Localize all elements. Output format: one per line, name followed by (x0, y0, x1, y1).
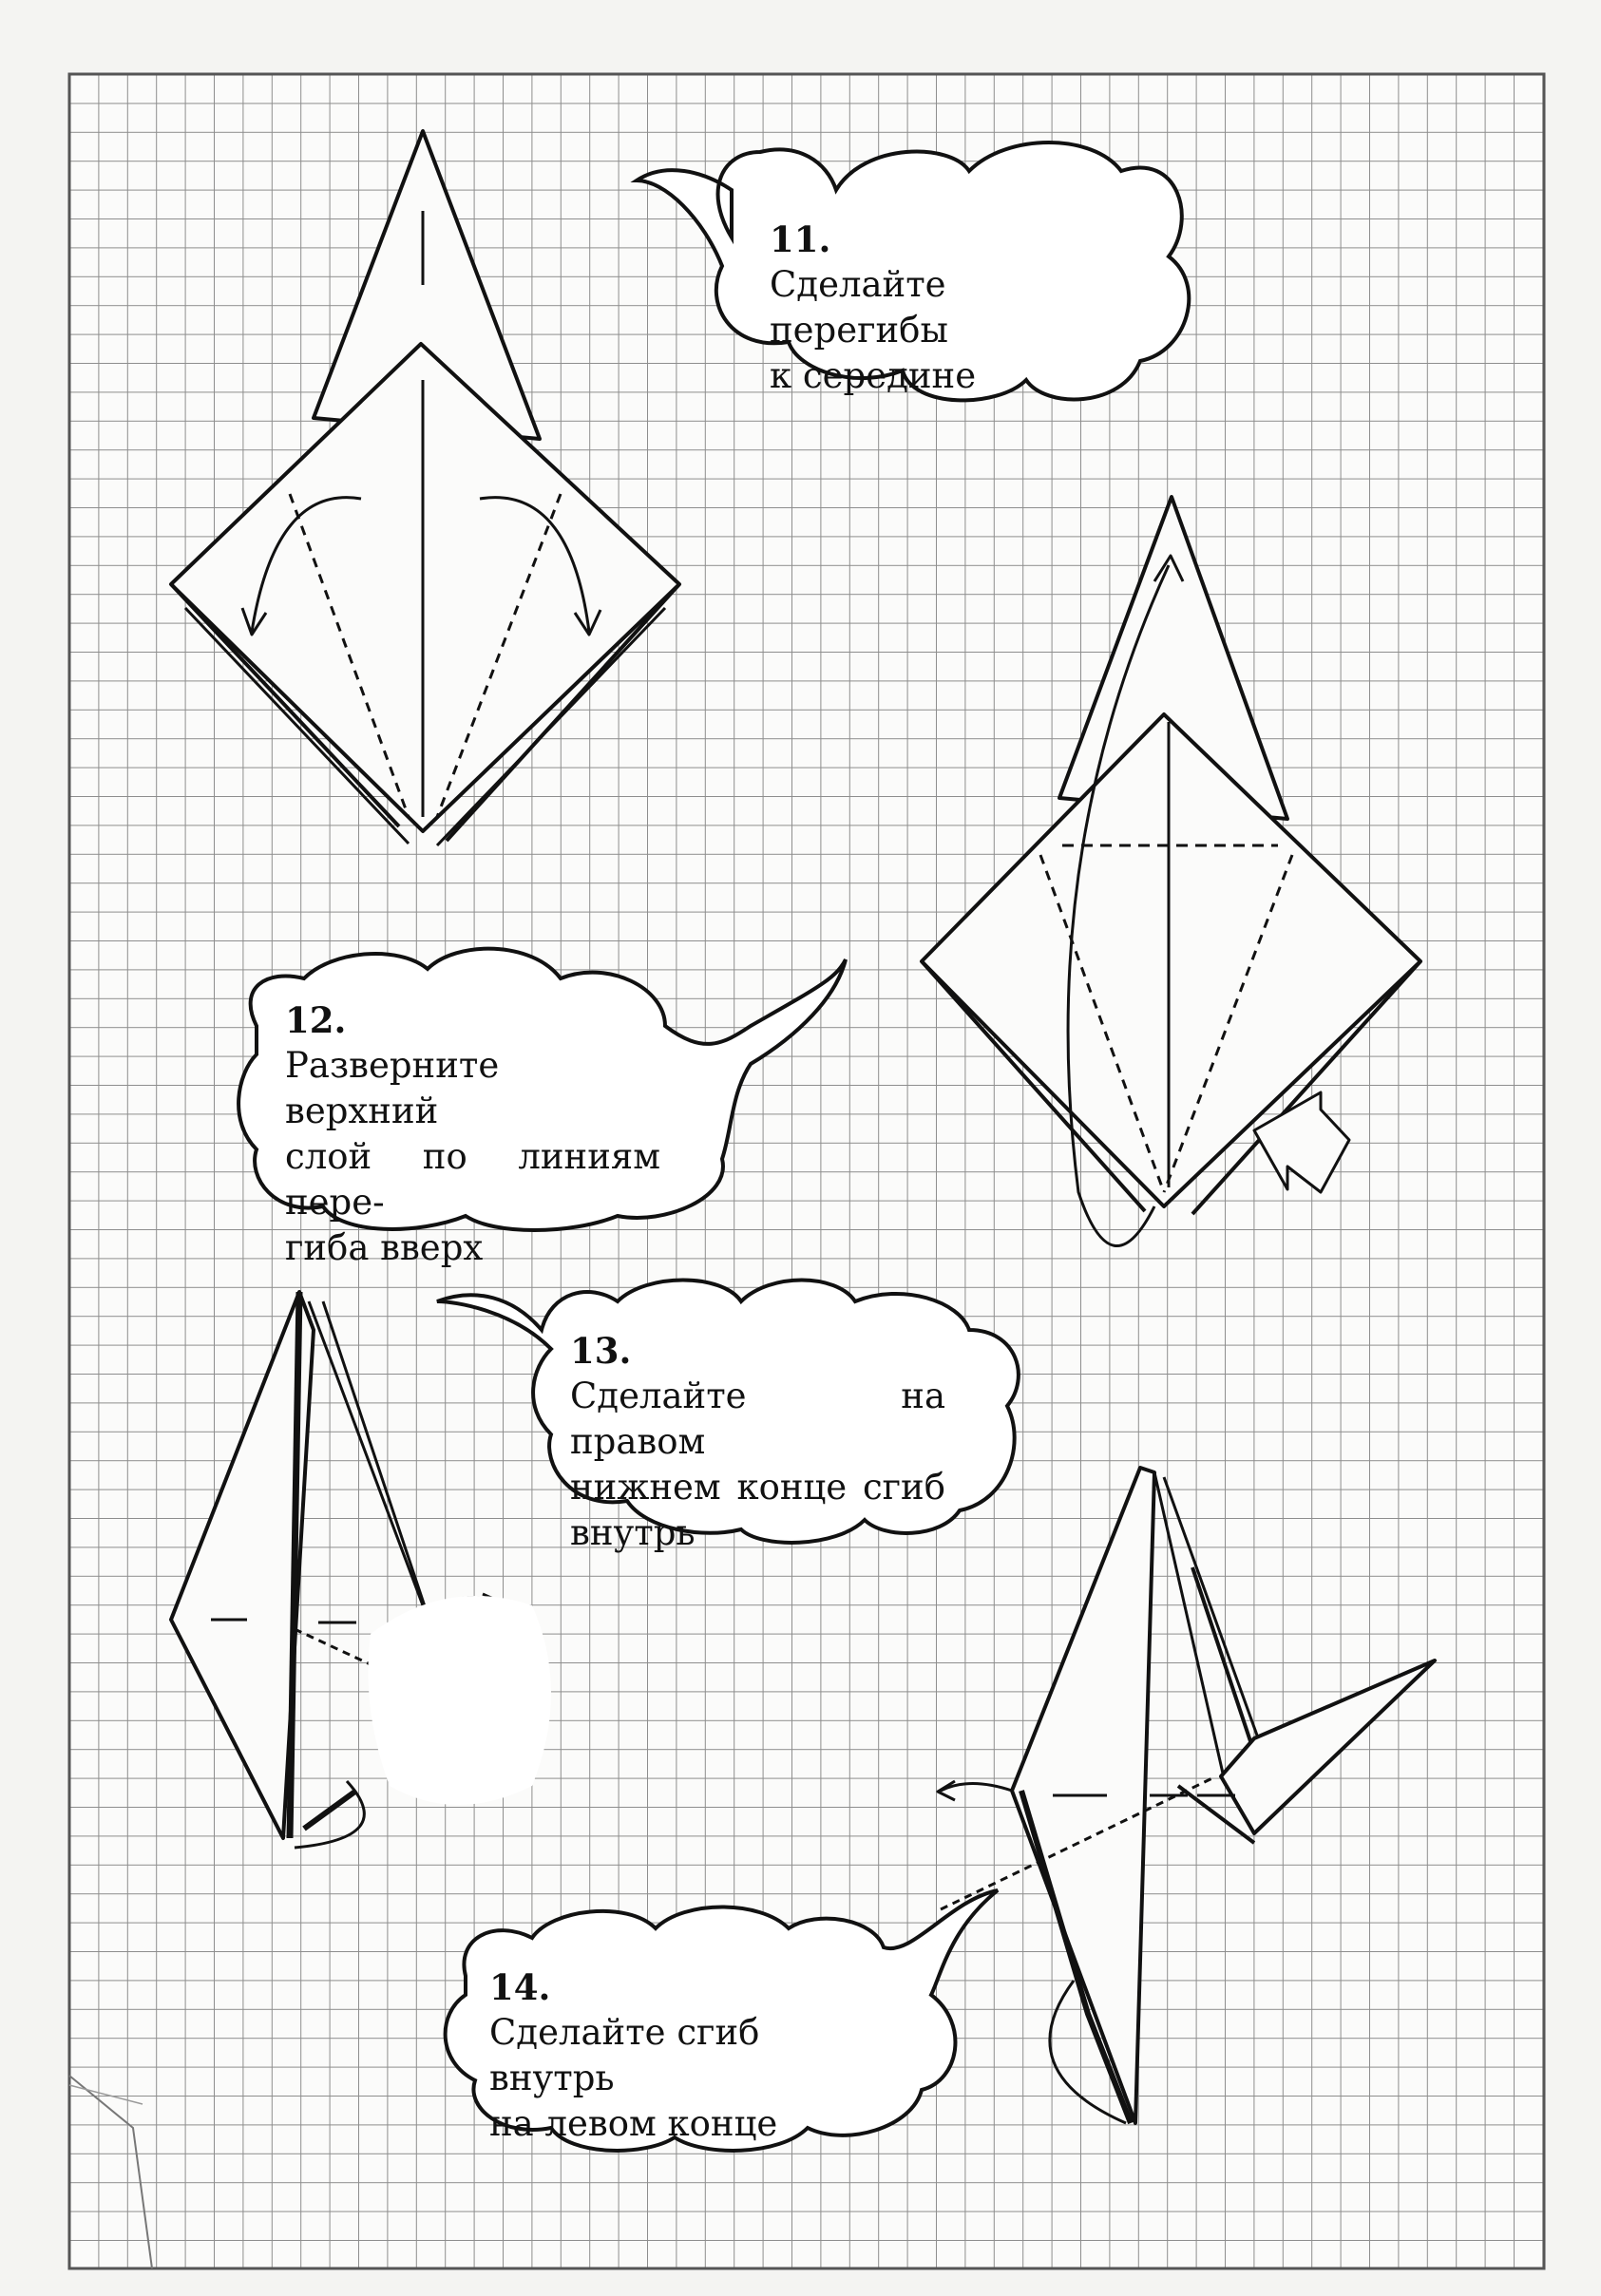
step14-text (489, 1964, 888, 2147)
step14-line2: на левом конце (489, 2103, 778, 2144)
step12-number: 12. (285, 999, 347, 1041)
step14-line1: Сделайте сгиб внутрь (489, 2012, 760, 2098)
step11-number: 11. (770, 218, 831, 260)
step12-line1: Разверните верхний (285, 1045, 500, 1131)
erased-area (369, 1596, 552, 1805)
step13-line3: внутрь (570, 1512, 696, 1553)
step11-line2: к середине (770, 355, 977, 396)
step12-line2: слой по линиям пере- (285, 1136, 660, 1223)
step13-line1: Сделайте на правом (570, 1376, 945, 1462)
step13-line2: нижнем конце сгиб (570, 1467, 945, 1508)
step12-text (285, 997, 660, 1271)
step13-text (570, 1328, 945, 1556)
step12-line3: гиба вверх (285, 1227, 484, 1268)
step13-number: 13. (570, 1330, 632, 1372)
step11-line1: Сделайте перегибы (770, 264, 948, 351)
step11-text (770, 217, 1131, 399)
step14-number: 14. (489, 1966, 551, 2008)
